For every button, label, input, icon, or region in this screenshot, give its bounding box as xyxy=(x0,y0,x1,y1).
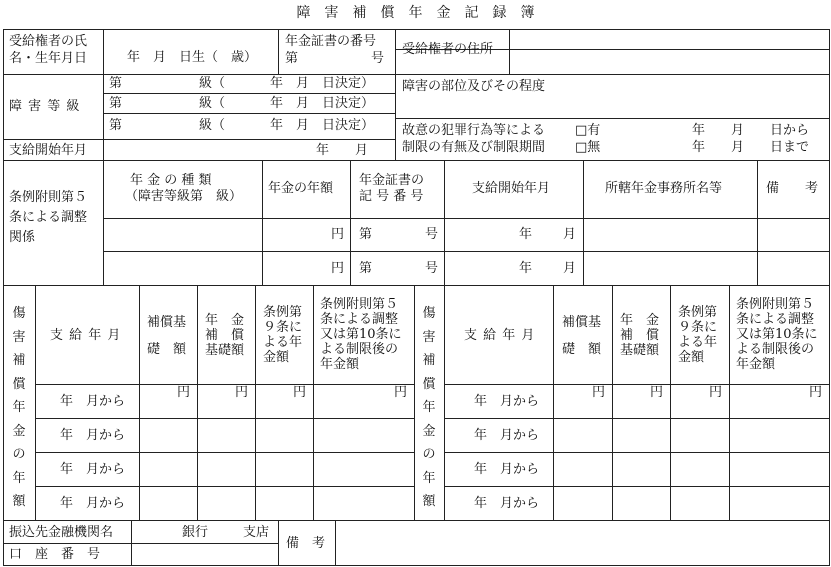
annual-row-right: 年 月から xyxy=(474,496,540,511)
art9-header-2-right: ９条に xyxy=(678,320,718,335)
certificate-number-label: 年金証書の番号 xyxy=(285,34,377,49)
certificate-dai: 第 xyxy=(285,51,299,66)
art9-header-4-right: 金額 xyxy=(678,350,705,365)
restriction-label-2: 制限の有無及び制限期間 xyxy=(402,140,546,155)
art9-header-1-right: 条例第 xyxy=(678,305,718,320)
bank-remarks-label: 備 考 xyxy=(286,536,326,551)
adj-header-1-left: 条例附則第５ xyxy=(320,297,399,312)
birth-date-field[interactable]: 年 月 日生（ 歳） xyxy=(127,50,258,65)
disability-part-label: 障害の部位及びその程度 xyxy=(402,79,546,94)
restriction-yes-checkbox[interactable]: □有 xyxy=(575,123,601,138)
adj-header-2-left: 条による調整 xyxy=(320,312,399,327)
period-header-right: 支 給 年 月 xyxy=(464,328,536,343)
period-header-left: 支 給 年 月 xyxy=(50,328,122,343)
branch-suffix: 支店 xyxy=(243,525,270,540)
adj-header-3-right: 又は第10条に xyxy=(736,327,818,342)
art9-header-1-left: 条例第 xyxy=(263,305,303,320)
adj-header-2-right: 条による調整 xyxy=(736,312,815,327)
art9-header-3-right: よる年 xyxy=(678,335,718,350)
certificate-go: 号 xyxy=(371,51,385,66)
base-header-2-right: 礎 額 xyxy=(562,342,602,357)
annual-base-header-1-left: 年 金 xyxy=(205,313,245,328)
restriction-to-date[interactable]: 年 月 日まで xyxy=(692,140,810,155)
pension-type-subheader: （障害等級第 級） xyxy=(125,189,243,204)
adj-header-3-left: 又は第10条に xyxy=(320,327,402,342)
bank-name-label: 振込先金融機関名 xyxy=(9,525,114,540)
base-header-1-left: 補償基 xyxy=(147,315,187,330)
adj-header-5-right: 年金額 xyxy=(736,357,776,372)
adj-header-4-right: よる制限後の xyxy=(736,342,815,357)
annual-side-label-left: 傷害補償年金の年額 xyxy=(12,306,26,509)
annual-base-header-3-left: 基礎額 xyxy=(205,343,245,358)
article5-label-1: 条例附則第５ xyxy=(9,190,88,205)
address-label: 受給権者の住所 xyxy=(402,42,494,57)
payment-start-label: 支給開始年月 xyxy=(9,143,88,158)
recipient-name-label: 受給権者の氏 xyxy=(9,34,88,49)
pension-type-header: 年 金 の 種 類 xyxy=(130,173,212,188)
disability-grade-label: 障 害 等 級 xyxy=(9,99,81,114)
adj-header-1-right: 条例附則第５ xyxy=(736,297,815,312)
adj-header-5-left: 年金額 xyxy=(320,357,360,372)
document-title: 障 害 補 償 年 金 記 録 簿 xyxy=(296,5,535,21)
cert-number-header-2: 記 号 番 号 xyxy=(359,189,424,204)
restriction-no-checkbox[interactable]: □無 xyxy=(575,140,601,155)
art9-header-4-left: 金額 xyxy=(263,350,290,365)
bank-suffix: 銀行 xyxy=(182,525,209,540)
account-number-label: 口 座 番 号 xyxy=(9,547,101,562)
annual-row-left: 年 月から xyxy=(60,428,126,443)
restriction-from-date[interactable]: 年 月 日から xyxy=(692,123,810,138)
annual-row-left: 年 月から xyxy=(60,496,126,511)
adj-header-4-left: よる制限後の xyxy=(320,342,399,357)
annual-base-header-3-right: 基礎額 xyxy=(620,343,660,358)
base-header-2-left: 礎 額 xyxy=(147,342,187,357)
annual-base-header-2-right: 補 償 xyxy=(620,328,660,343)
annual-base-header-1-right: 年 金 xyxy=(620,313,660,328)
pension-office-header: 所轄年金事務所名等 xyxy=(605,181,723,196)
art9-header-3-left: よる年 xyxy=(263,335,303,350)
annual-amount-header: 年金の年額 xyxy=(268,181,334,196)
annual-row-right: 年 月から xyxy=(474,462,540,477)
article5-label-2: 条による調整 xyxy=(9,210,88,225)
article5-label-3: 関係 xyxy=(9,230,36,245)
recipient-birth-label: 名・生年月日 xyxy=(9,51,88,66)
payment-start-value[interactable]: 年 月 xyxy=(316,143,369,158)
annual-base-header-2-left: 補 償 xyxy=(205,328,245,343)
start-month-header: 支給開始年月 xyxy=(472,181,551,196)
art9-header-2-left: ９条に xyxy=(263,320,303,335)
base-header-1-right: 補償基 xyxy=(562,315,602,330)
restriction-label-1: 故意の犯罪行為等による xyxy=(402,123,546,138)
annual-side-label-right: 傷害補償年金の年額 xyxy=(422,306,436,509)
annual-row-right: 年 月から xyxy=(474,428,540,443)
remarks-header: 備 考 xyxy=(766,181,819,196)
annual-row-left: 年 月から xyxy=(60,462,126,477)
cert-number-header-1: 年金証書の xyxy=(359,173,425,188)
